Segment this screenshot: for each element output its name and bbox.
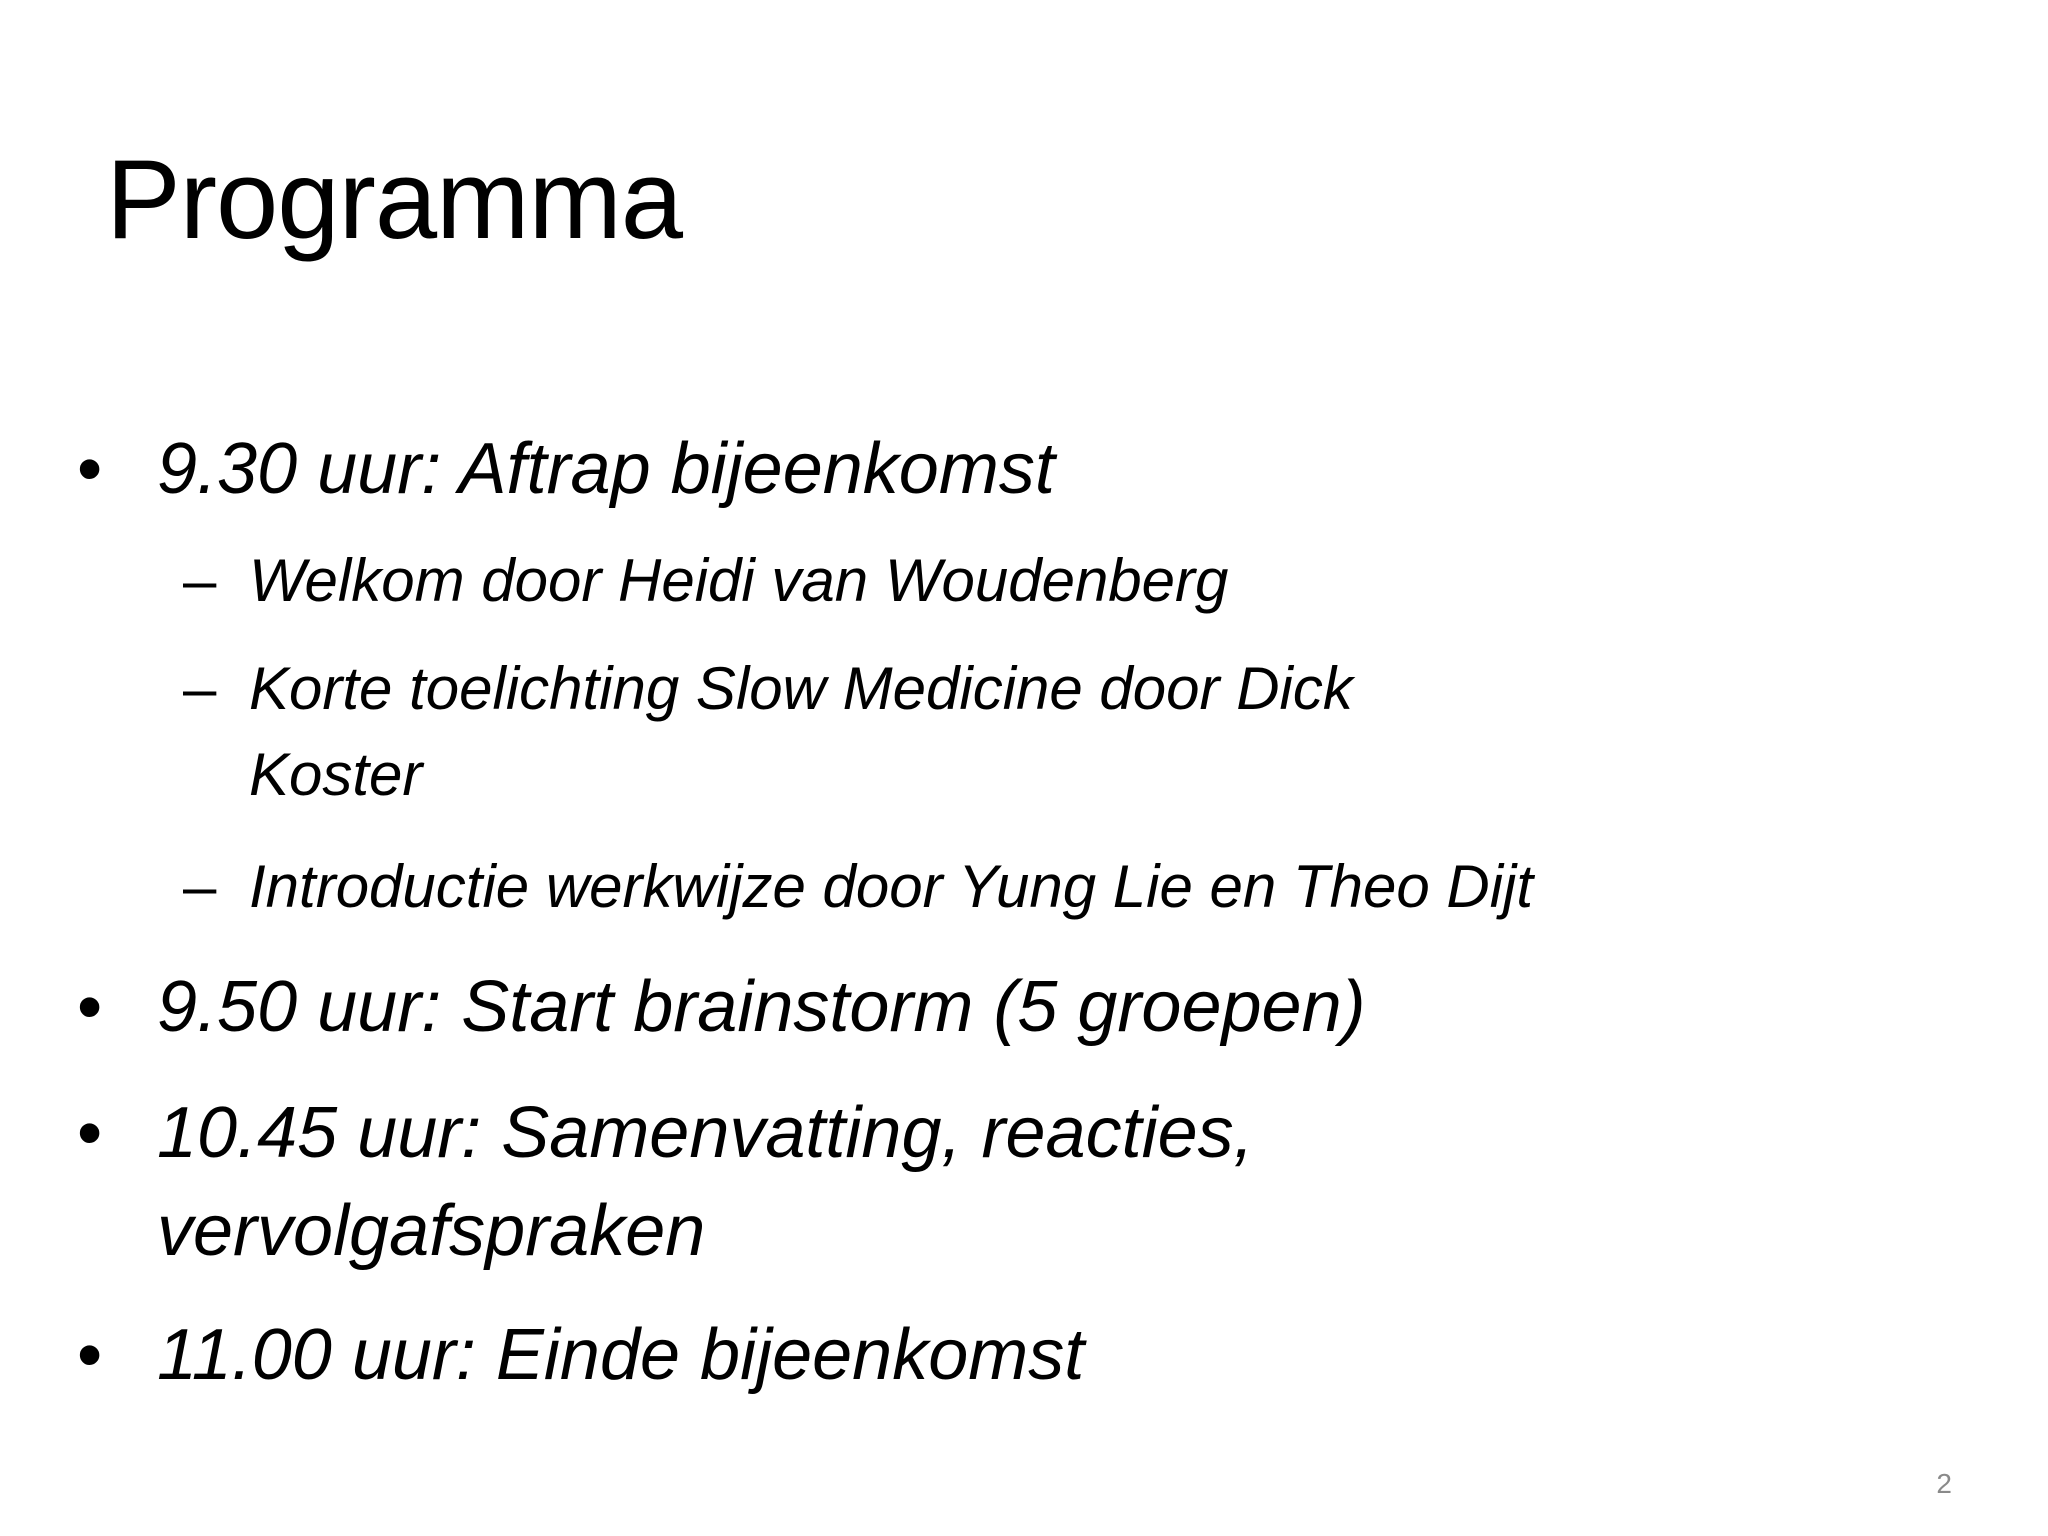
sub-list-item	[183, 844, 1534, 930]
sub-list-item-text: Korte toelichting Slow Medicine door Dick	[249, 655, 1353, 722]
slide-title: Programma	[106, 137, 683, 262]
list-item-text: vervolgafspraken	[157, 1191, 706, 1271]
bullet-marker: •	[77, 967, 103, 1047]
list-item-text: 10.45 uur: Samenvatting, reacties,	[157, 1093, 1254, 1173]
sub-list-item	[183, 646, 1353, 732]
dash-marker: –	[183, 853, 217, 920]
list-item-continuation	[157, 1182, 705, 1280]
list-item	[77, 958, 1366, 1056]
list-item	[77, 1306, 1085, 1404]
list-item	[77, 1084, 1254, 1182]
list-item	[77, 420, 1055, 518]
dash-marker: –	[183, 547, 217, 614]
sub-list-item-text: Welkom door Heidi van Woudenberg	[249, 547, 1229, 614]
sub-list-item	[183, 538, 1229, 624]
sub-list-item-continuation	[249, 732, 422, 818]
page-number: 2	[1936, 1468, 1952, 1499]
bullet-marker: •	[77, 429, 103, 509]
bullet-marker: •	[77, 1093, 103, 1173]
bullet-marker: •	[77, 1315, 103, 1395]
sub-list-item-text: Introductie werkwijze door Yung Lie en Theo Dijt	[249, 853, 1534, 920]
list-item-text: 9.50 uur: Start brainstorm (5 groepen)	[157, 967, 1366, 1047]
list-item-text: 11.00 uur: Einde bijeenkomst	[157, 1315, 1085, 1395]
sub-list-item-text: Koster	[249, 741, 423, 808]
dash-marker: –	[183, 655, 217, 722]
list-item-text: 9.30 uur: Aftrap bijeenkomst	[157, 429, 1055, 509]
